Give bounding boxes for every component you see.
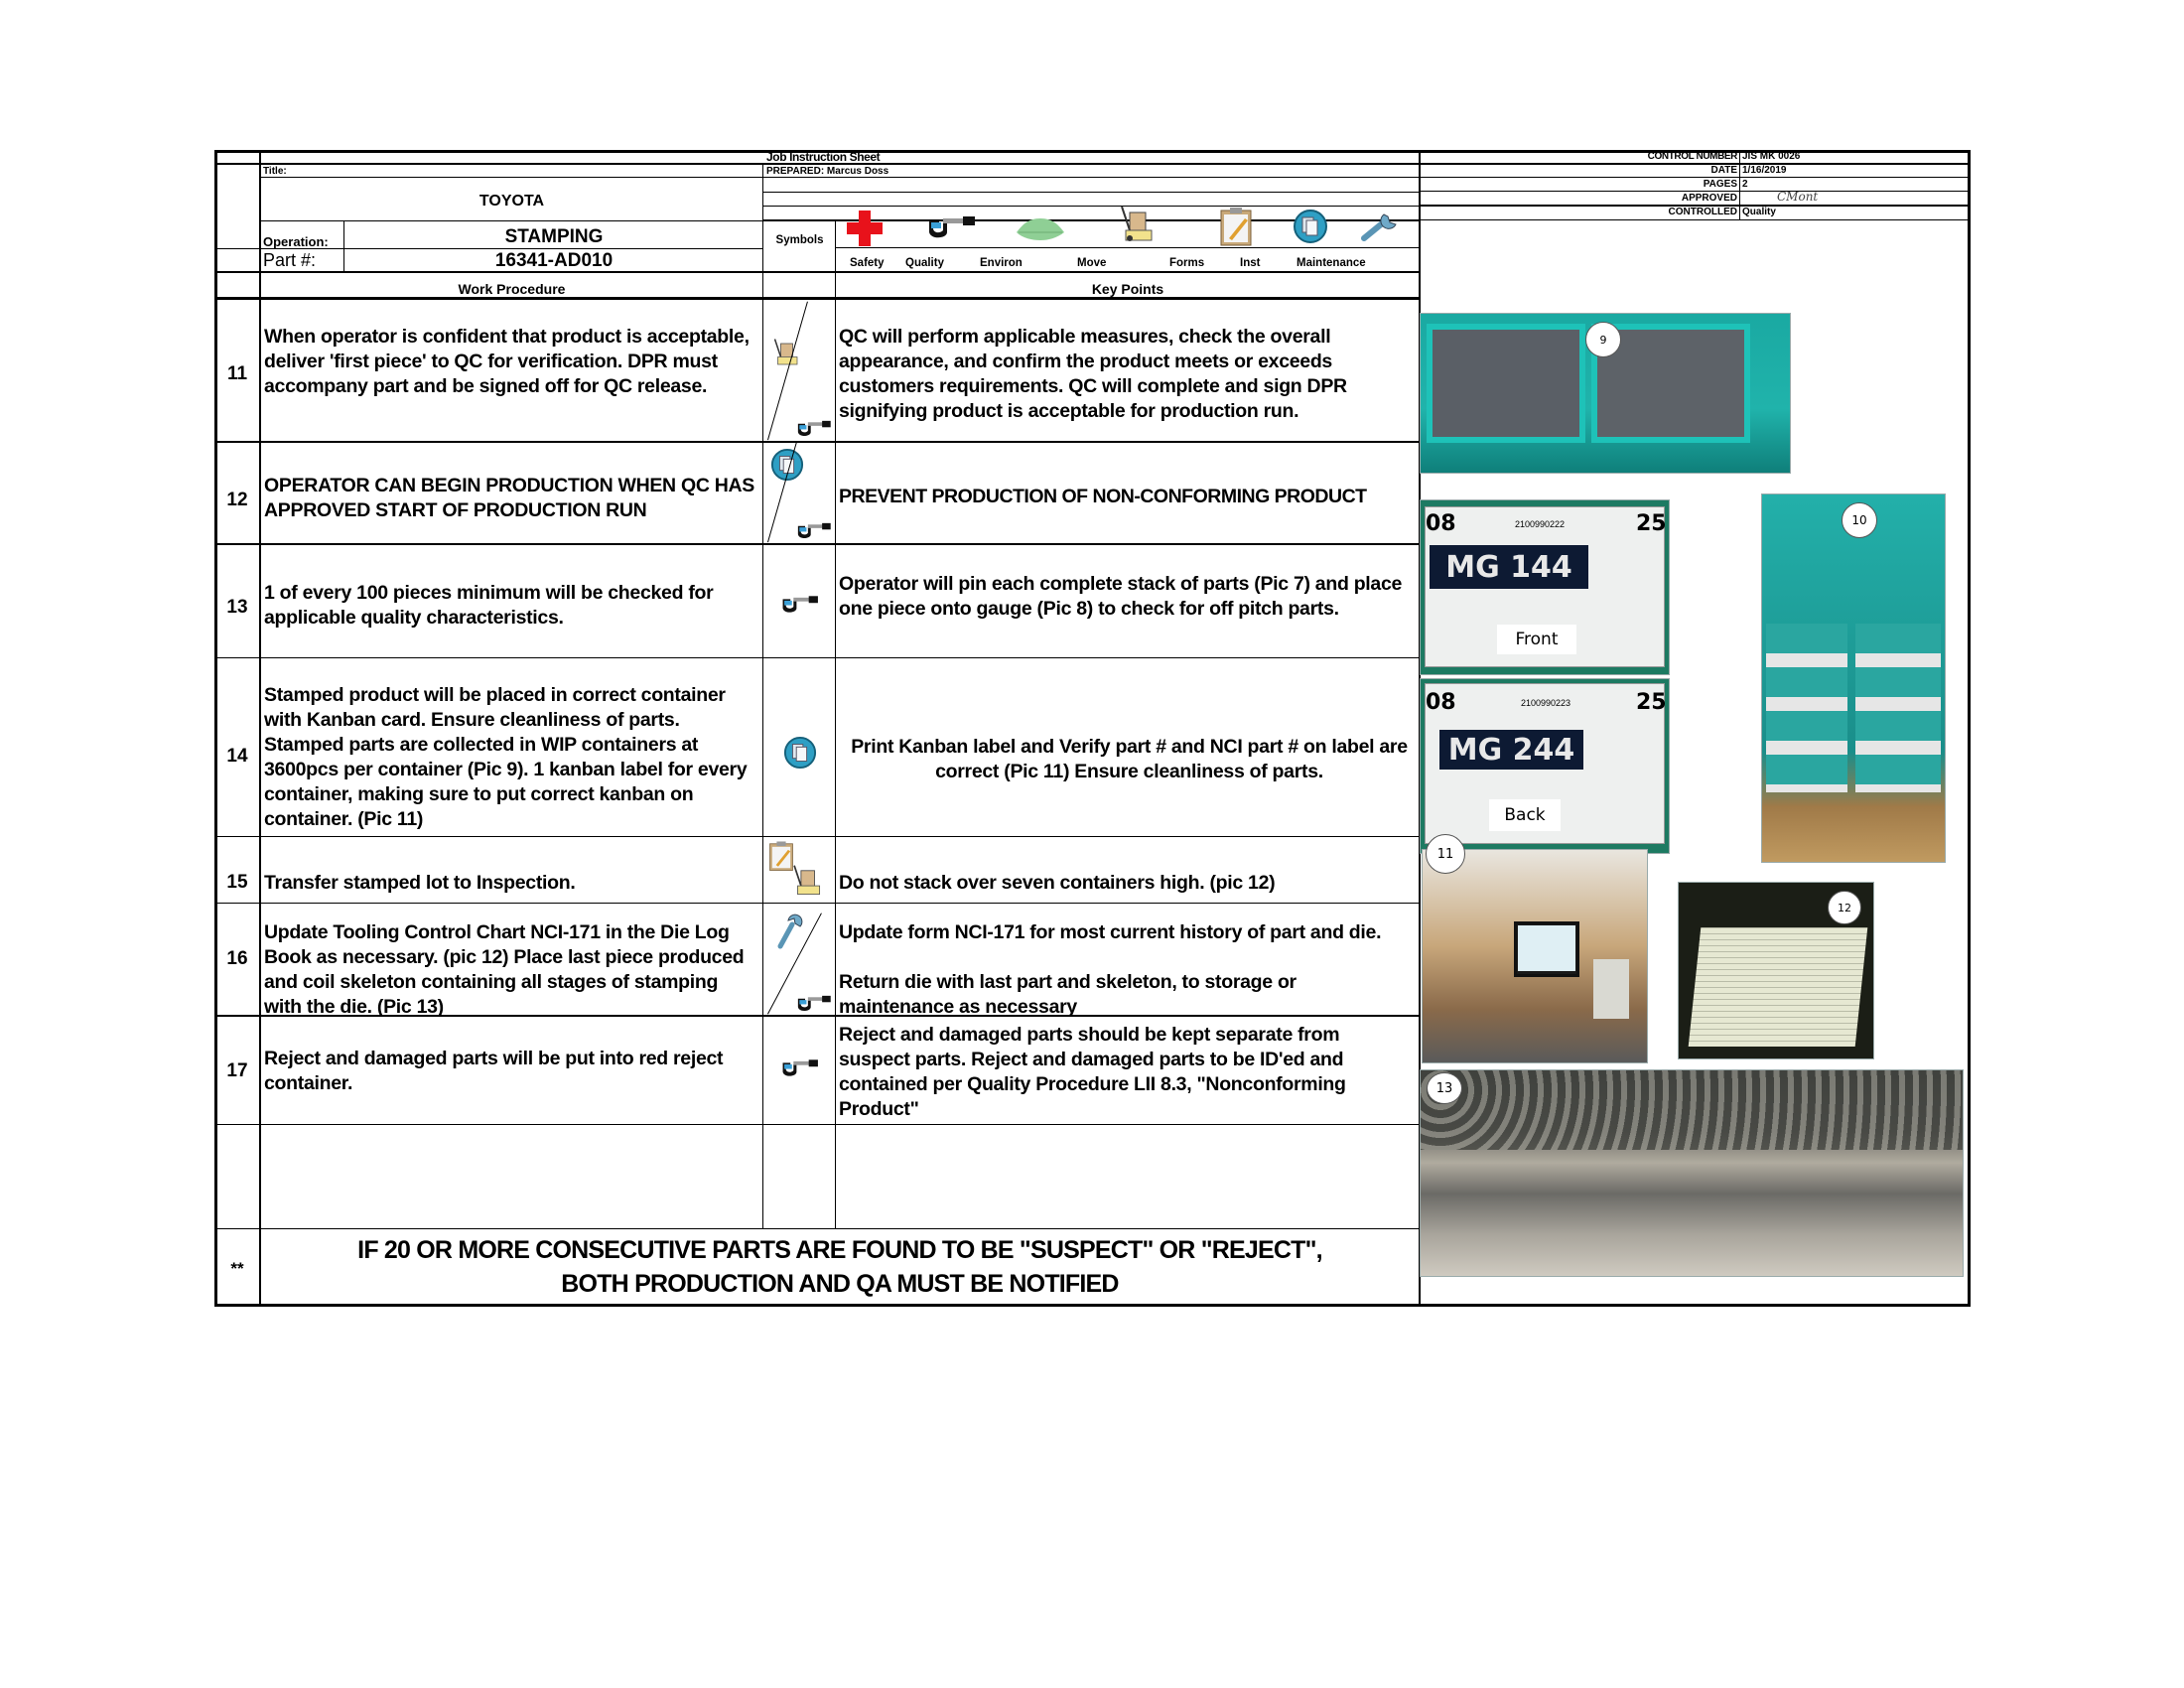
label-barcode: 2100990223 — [1521, 698, 1571, 708]
divider — [1420, 191, 1971, 192]
photo-pic-10 — [1761, 493, 1946, 863]
divider — [260, 220, 763, 221]
controlled-value: Quality — [1742, 207, 1776, 217]
hand-truck-icon — [789, 862, 823, 900]
container-stack — [1855, 624, 1941, 792]
pic-badge: 13 — [1427, 1072, 1462, 1104]
red-cross-icon — [847, 211, 883, 246]
label-side: Back — [1489, 799, 1561, 831]
micrometer-icon — [781, 593, 821, 615]
legend-move: Move — [1077, 257, 1107, 269]
photo-kanban-front — [1420, 499, 1670, 675]
step-procedure: 1 of every 100 pieces minimum will be checked for applicable quality characteristics. — [264, 582, 714, 629]
step-key-point: Do not stack over seven containers high. (pic 12) — [839, 872, 1276, 894]
operation-label: Operation: — [263, 234, 329, 249]
documents-icon — [1293, 209, 1328, 244]
step-procedure: Transfer stamped lot to Inspection. — [264, 872, 576, 894]
log-book — [1689, 927, 1868, 1047]
part-number: 16341-AD010 — [494, 250, 614, 271]
legend-inst: Inst — [1240, 257, 1261, 269]
legend-quality: Quality — [905, 257, 944, 269]
symbols-label: Symbols — [775, 234, 824, 246]
controlled-label: CONTROLLED — [1668, 207, 1737, 217]
date-label: DATE — [1710, 165, 1737, 176]
legend-forms: Forms — [1169, 257, 1205, 269]
step-procedure: Update Tooling Control Chart NCI-171 in the Die Log Book as necessary. (pic 12) Place last piece produced and coil skeleton containing all stages of stamping with the die. (Pic 13) — [264, 921, 745, 1018]
work-procedure-header: Work Procedure — [458, 281, 566, 297]
title-label: Title: — [263, 166, 287, 177]
divider — [214, 297, 1420, 300]
divider — [214, 903, 1420, 904]
pic-badge: 9 — [1585, 322, 1621, 357]
step-key-point: Operator will pin each complete stack of parts (Pic 7) and place one piece onto gauge (Pic 8) to check for off pitch parts. — [839, 573, 1403, 620]
step-procedure: When operator is confident that product is acceptable, deliver 'first piece' to QC for verification. DPR must accompany part and be signed off for QC release. — [264, 326, 750, 397]
photo-pic-11 — [1422, 849, 1648, 1063]
step-number: 17 — [226, 1060, 248, 1081]
pages-value: 2 — [1742, 179, 1748, 190]
die-skeleton — [1421, 1070, 1963, 1150]
step-key-point-line-1: Update form NCI-171 for most current history of part and die. — [839, 921, 1382, 943]
label-code: MG 144 — [1430, 545, 1588, 589]
documents-icon — [770, 448, 804, 482]
label-barcode: 2100990222 — [1515, 519, 1566, 529]
divider — [1420, 219, 1971, 220]
step-procedure: Stamped product will be placed in correct container with Kanban card. Ensure cleanliness of parts. Stamped parts are collected in WIP containers at 3600pcs per container (Pic 9). 1 kanban label for every container, making sure to put correct kanban on container. (Pic 11) — [264, 684, 748, 830]
container — [1427, 324, 1585, 443]
control-number-value: JIS MK 0026 — [1742, 151, 1801, 162]
micrometer-icon — [927, 212, 979, 240]
step-number: 12 — [226, 490, 248, 510]
wrench-icon — [1360, 207, 1404, 242]
documents-icon — [783, 736, 817, 770]
step-key-point: QC will perform applicable measures, check the overall appearance, and confirm the product meets or exceeds customers requirements. QC will complete and sign DPR signifying product is acceptable for production run. — [839, 326, 1347, 422]
photo-pic-9 — [1420, 313, 1791, 474]
customer-name: TOYOTA — [478, 193, 545, 210]
label-right-num: 25 — [1636, 511, 1667, 536]
kanban-label — [1425, 506, 1665, 667]
pic-badge: 11 — [1426, 834, 1465, 874]
pages-label: PAGES — [1703, 179, 1737, 190]
divider — [214, 543, 1420, 545]
footer-line-1: IF 20 OR MORE CONSECUTIVE PARTS ARE FOUND TO BE "SUSPECT" OR "REJECT", — [357, 1236, 1322, 1264]
divider — [836, 247, 1420, 248]
legend-safety: Safety — [850, 257, 885, 269]
label-code: MG 244 — [1439, 730, 1583, 770]
step-procedure: Reject and damaged parts will be put into red reject container. — [264, 1048, 724, 1094]
clipboard-icon — [1219, 207, 1253, 246]
step-number: 15 — [226, 872, 248, 893]
key-points-header: Key Points — [1091, 281, 1164, 297]
operation-value: STAMPING — [504, 226, 604, 247]
micrometer-icon — [796, 993, 834, 1013]
divider — [1420, 177, 1971, 178]
legend-maintenance: Maintenance — [1297, 257, 1366, 269]
pic-badge: 10 — [1842, 502, 1877, 538]
photo-pic-13 — [1420, 1069, 1964, 1277]
leaf-icon — [1015, 214, 1066, 242]
footer-line-2: BOTH PRODUCTION AND QA MUST BE NOTIFIED — [561, 1270, 1119, 1298]
step-number: 16 — [226, 948, 248, 969]
divider — [835, 220, 836, 1229]
step-number: 14 — [226, 746, 248, 767]
divider — [260, 177, 1420, 178]
step-key-point: Reject and damaged parts should be kept separate from suspect parts. Reject and damaged parts to be ID'ed and contained per Quality Procedure LII 8.3, "Nonconforming Product" — [839, 1024, 1346, 1120]
label-left-num: 08 — [1426, 511, 1456, 536]
container-stack — [1766, 624, 1847, 792]
step-key-point: Print Kanban label and Verify part # and NCI part # on label are correct (Pic 11) Ensure cleanliness of parts. — [851, 736, 1408, 782]
date-value: 1/16/2019 — [1742, 165, 1787, 176]
control-number-label: CONTROL NUMBER — [1647, 151, 1737, 162]
prepared-by: PREPARED: Marcus Doss — [766, 166, 889, 177]
legend-environ: Environ — [980, 257, 1023, 269]
approved-signature: CMont — [1777, 190, 1819, 204]
divider — [214, 441, 1420, 443]
monitor-screen — [1518, 925, 1575, 971]
step-key-point-line-2: Return die with last part and skeleton, to storage or maintenance as necessary — [839, 971, 1297, 1018]
label-right-num: 25 — [1636, 690, 1667, 715]
divider — [763, 192, 1420, 193]
approved-label: APPROVED — [1681, 193, 1737, 204]
step-key-point: PREVENT PRODUCTION OF NON-CONFORMING PRODUCT — [839, 486, 1367, 507]
wrench-icon — [774, 911, 804, 950]
kanban-label — [1425, 683, 1665, 844]
divider — [214, 836, 1420, 837]
divider — [1739, 151, 1740, 220]
label-side: Front — [1497, 625, 1576, 654]
photo-kanban-back — [1420, 678, 1670, 854]
micrometer-icon — [796, 418, 834, 438]
footer-marker: ** — [230, 1259, 244, 1278]
label-left-num: 08 — [1426, 690, 1456, 715]
divider — [214, 1124, 1420, 1125]
divider — [259, 150, 261, 1307]
pic-badge: 12 — [1828, 891, 1861, 924]
step-number: 11 — [226, 363, 248, 384]
step-number: 13 — [226, 597, 248, 618]
divider — [214, 657, 1420, 658]
sheet-title: Job Instruction Sheet — [766, 150, 881, 164]
step-procedure: OPERATOR CAN BEGIN PRODUCTION WHEN QC HAS APPROVED START OF PRODUCTION RUN — [264, 475, 754, 521]
printer — [1593, 959, 1629, 1019]
hand-truck-icon — [1116, 205, 1156, 244]
divider — [763, 206, 1420, 207]
divider — [214, 1228, 1420, 1229]
photo-pic-12 — [1678, 882, 1874, 1059]
part-label: Part #: — [263, 250, 317, 270]
divider — [762, 164, 763, 1229]
micrometer-icon — [781, 1056, 821, 1078]
micrometer-icon — [796, 520, 834, 540]
